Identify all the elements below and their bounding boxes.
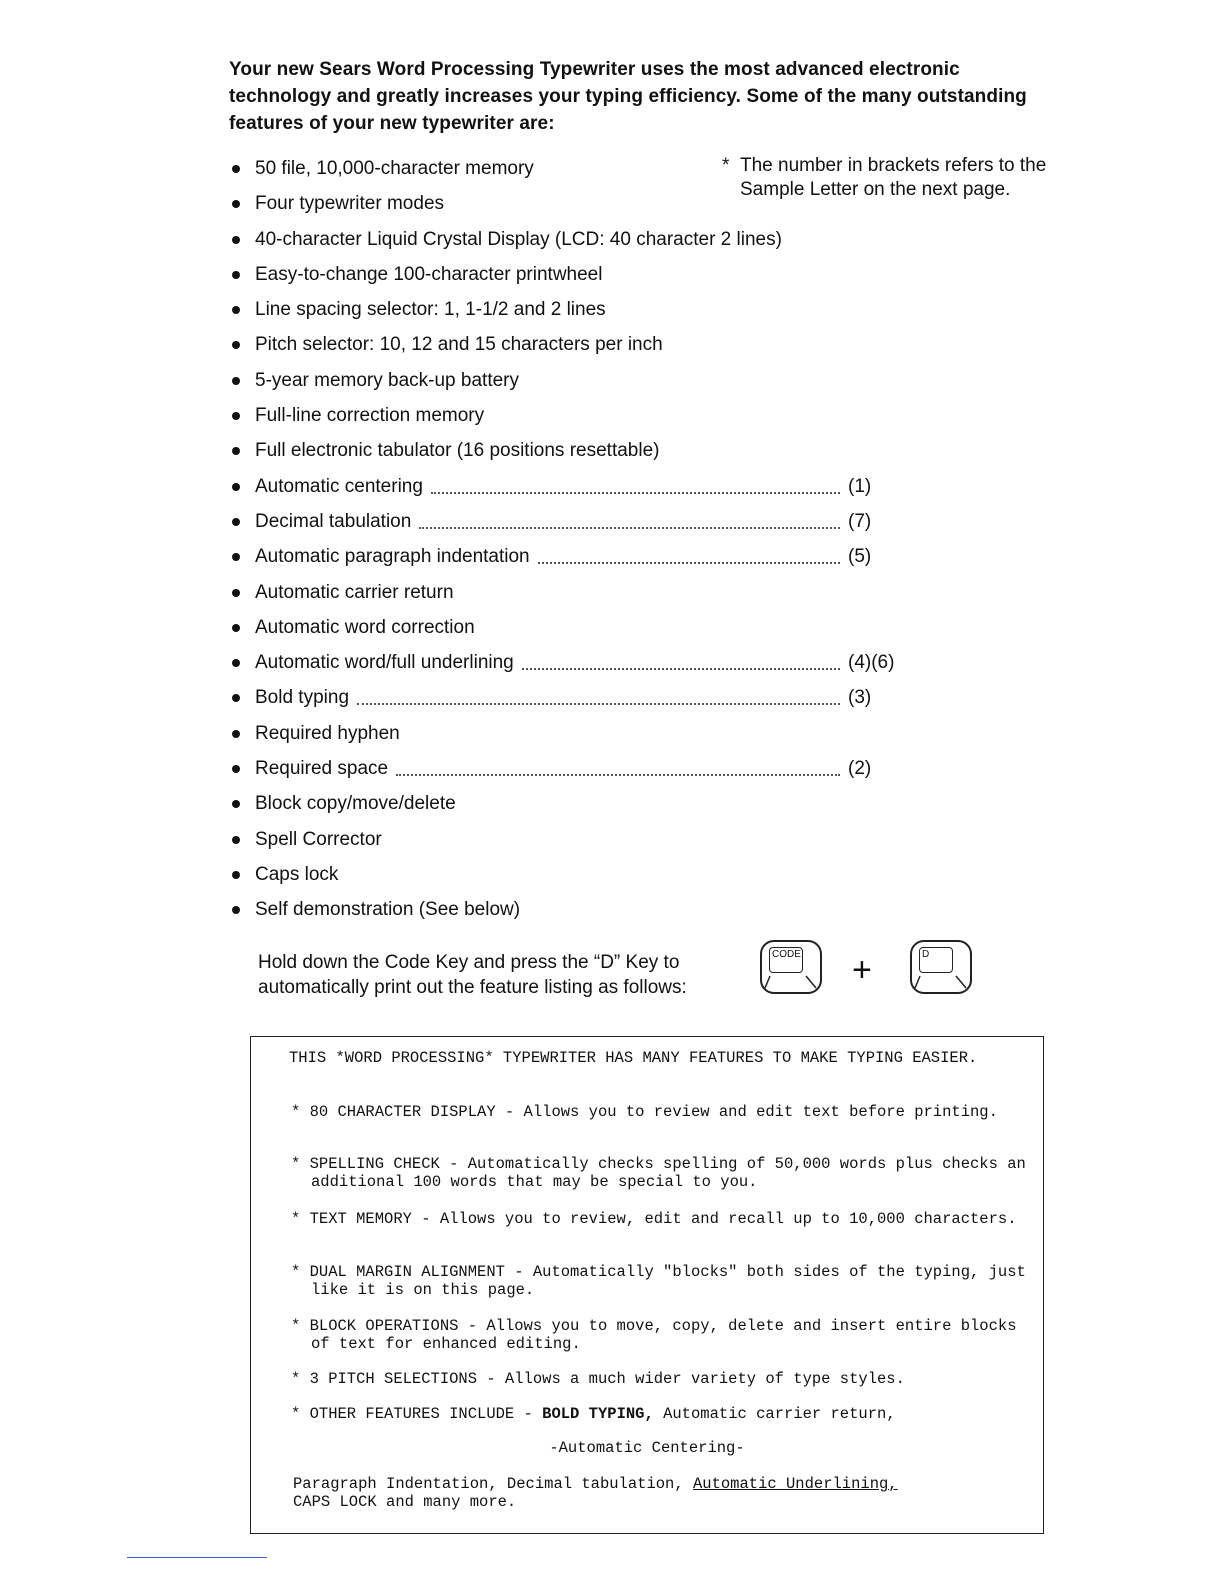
- feature-label: Decimal tabulation: [255, 510, 412, 532]
- feature-label: Block copy/move/delete: [255, 793, 456, 815]
- feature-reference: (2): [848, 758, 872, 780]
- code-key-icon: [760, 940, 822, 994]
- feature-item: [232, 331, 892, 366]
- demo-instruction: Hold down the Code Key and press the “D” Key to automatically print out the feature listing as follows:: [258, 952, 687, 998]
- feature-label: Automatic word correction: [255, 616, 475, 638]
- bullet-icon: [232, 271, 240, 279]
- feature-item: [232, 473, 892, 508]
- dot-leader: [431, 473, 840, 494]
- feature-item: [232, 826, 892, 861]
- bullet-icon: [232, 765, 240, 773]
- footer-plain: Paragraph Indentation, Decimal tabulation,: [293, 1475, 693, 1493]
- feature-reference: (7): [848, 510, 872, 532]
- feature-item: [232, 579, 892, 614]
- bullet-icon: [232, 694, 240, 702]
- printout-other-features: [291, 1405, 1031, 1423]
- feature-label: Automatic carrier return: [255, 581, 454, 603]
- feature-label: Required space: [255, 758, 389, 780]
- dot-leader: [396, 755, 840, 776]
- feature-item: [232, 190, 892, 225]
- printout-item: * TEXT MEMORY - Allows you to review, edit and recall up to 10,000 characters.: [291, 1210, 1017, 1228]
- feature-printout: [250, 1036, 1044, 1534]
- bullet-icon: [232, 483, 240, 491]
- feature-label: Required hyphen: [255, 722, 400, 744]
- feature-item: [232, 720, 892, 755]
- feature-label: Easy-to-change 100-character printwheel: [255, 263, 603, 285]
- feature-item: [232, 261, 892, 296]
- feature-label: Four typewriter modes: [255, 193, 445, 215]
- feature-item: [232, 755, 892, 790]
- printout-item: * DUAL MARGIN ALIGNMENT - Automatically "blocks" both sides of the typing, just like it is on this page.: [291, 1263, 1026, 1299]
- feature-label: Line spacing selector: 1, 1-1/2 and 2 lines: [255, 299, 606, 321]
- note-asterisk: *: [722, 155, 730, 176]
- bullet-icon: [232, 800, 240, 808]
- bullet-icon: [232, 377, 240, 385]
- feature-item: [232, 437, 892, 472]
- key-bevel-icon: [912, 942, 970, 992]
- feature-reference: (1): [848, 475, 872, 497]
- footer-underlined: Automatic Underlining,: [692, 1475, 898, 1493]
- bullet-icon: [232, 412, 240, 420]
- note-text: The number in brackets refers to the Sample Letter on the next page.: [740, 155, 1047, 200]
- footer-line2: CAPS LOCK and many more.: [293, 1493, 517, 1511]
- feature-item: [232, 543, 892, 578]
- feature-item: [232, 226, 892, 261]
- feature-label: Full-line correction memory: [255, 405, 485, 427]
- printout-item: * SPELLING CHECK - Automatically checks spelling of 50,000 words plus checks an additional 100 words that may be special to you.: [291, 1155, 1026, 1191]
- feature-label: Self demonstration (See below): [255, 899, 521, 921]
- feature-label: Automatic word/full underlining: [255, 652, 514, 674]
- other-bold: BOLD TYPING,: [542, 1405, 654, 1423]
- dot-leader: [538, 543, 840, 564]
- printout-item: * 3 PITCH SELECTIONS - Allows a much wider variety of type styles.: [291, 1370, 905, 1388]
- printout-item: * 80 CHARACTER DISPLAY - Allows you to review and edit text before printing.: [291, 1103, 998, 1121]
- bullet-icon: [232, 553, 240, 561]
- feature-item: [232, 367, 892, 402]
- dot-leader: [419, 508, 840, 529]
- feature-label: Pitch selector: 10, 12 and 15 characters per inch: [255, 334, 663, 356]
- feature-label: 50 file, 10,000-character memory: [255, 158, 534, 179]
- printout-item: * BLOCK OPERATIONS - Allows you to move, copy, delete and insert entire blocks of text for enhanced editing.: [291, 1317, 1017, 1353]
- feature-label: Automatic paragraph indentation: [255, 546, 530, 568]
- bullet-icon: [232, 624, 240, 632]
- feature-reference: (3): [848, 687, 872, 709]
- intro-paragraph: Your new Sears Word Processing Typewriter uses the most advanced electronic technology and greatly increases your typing efficiency. Some of the many outstanding features of your new typewriter are:: [229, 59, 1027, 134]
- feature-reference: (4)(6): [848, 652, 895, 674]
- bullet-icon: [232, 589, 240, 597]
- feature-label: 40-character Liquid Crystal Display (LCD: 40 character 2 lines): [255, 228, 782, 250]
- feature-label: Bold typing: [255, 687, 350, 709]
- bullet-icon: [232, 165, 240, 173]
- key-bevel-icon: [762, 942, 820, 992]
- code-key-label: CODE: [769, 947, 803, 973]
- feature-item: [232, 614, 892, 649]
- plus-sign: +: [852, 951, 872, 989]
- feature-item: [232, 896, 892, 931]
- bullet-icon: [232, 906, 240, 914]
- printout-centered-line: -Automatic Centering-: [549, 1439, 745, 1457]
- feature-reference: (5): [848, 546, 872, 568]
- bullet-icon: [232, 236, 240, 244]
- feature-item: [232, 508, 892, 543]
- printout-heading: THIS *WORD PROCESSING* TYPEWRITER HAS MANY FEATURES TO MAKE TYPING EASIER.: [289, 1049, 978, 1067]
- feature-label: 5-year memory back-up battery: [255, 369, 519, 391]
- printout-footer: [293, 1475, 1013, 1511]
- bullet-icon: [232, 730, 240, 738]
- other-prefix: * OTHER FEATURES INCLUDE -: [291, 1405, 543, 1423]
- bullet-icon: [232, 659, 240, 667]
- dot-leader: [522, 649, 840, 670]
- feature-item: [232, 155, 892, 190]
- feature-label: Caps lock: [255, 863, 339, 885]
- feature-item: [232, 402, 892, 437]
- d-key-icon: [910, 940, 972, 994]
- bullet-icon: [232, 447, 240, 455]
- bullet-icon: [232, 200, 240, 208]
- feature-item: [232, 684, 892, 719]
- feature-item: [232, 296, 892, 331]
- bullet-icon: [232, 871, 240, 879]
- scan-mark: [127, 1557, 267, 1558]
- bullet-icon: [232, 306, 240, 314]
- feature-label: Full electronic tabulator (16 positions resettable): [255, 440, 660, 462]
- bullet-icon: [232, 518, 240, 526]
- feature-item: [232, 790, 892, 825]
- feature-item: [232, 649, 895, 684]
- feature-item: [232, 861, 892, 896]
- bullet-icon: [232, 341, 240, 349]
- d-key-label: D: [919, 947, 953, 973]
- bullet-icon: [232, 836, 240, 844]
- feature-label: Spell Corrector: [255, 828, 382, 850]
- dot-leader: [357, 684, 840, 705]
- other-rest: Automatic carrier return,: [653, 1405, 896, 1423]
- feature-label: Automatic centering: [255, 475, 423, 497]
